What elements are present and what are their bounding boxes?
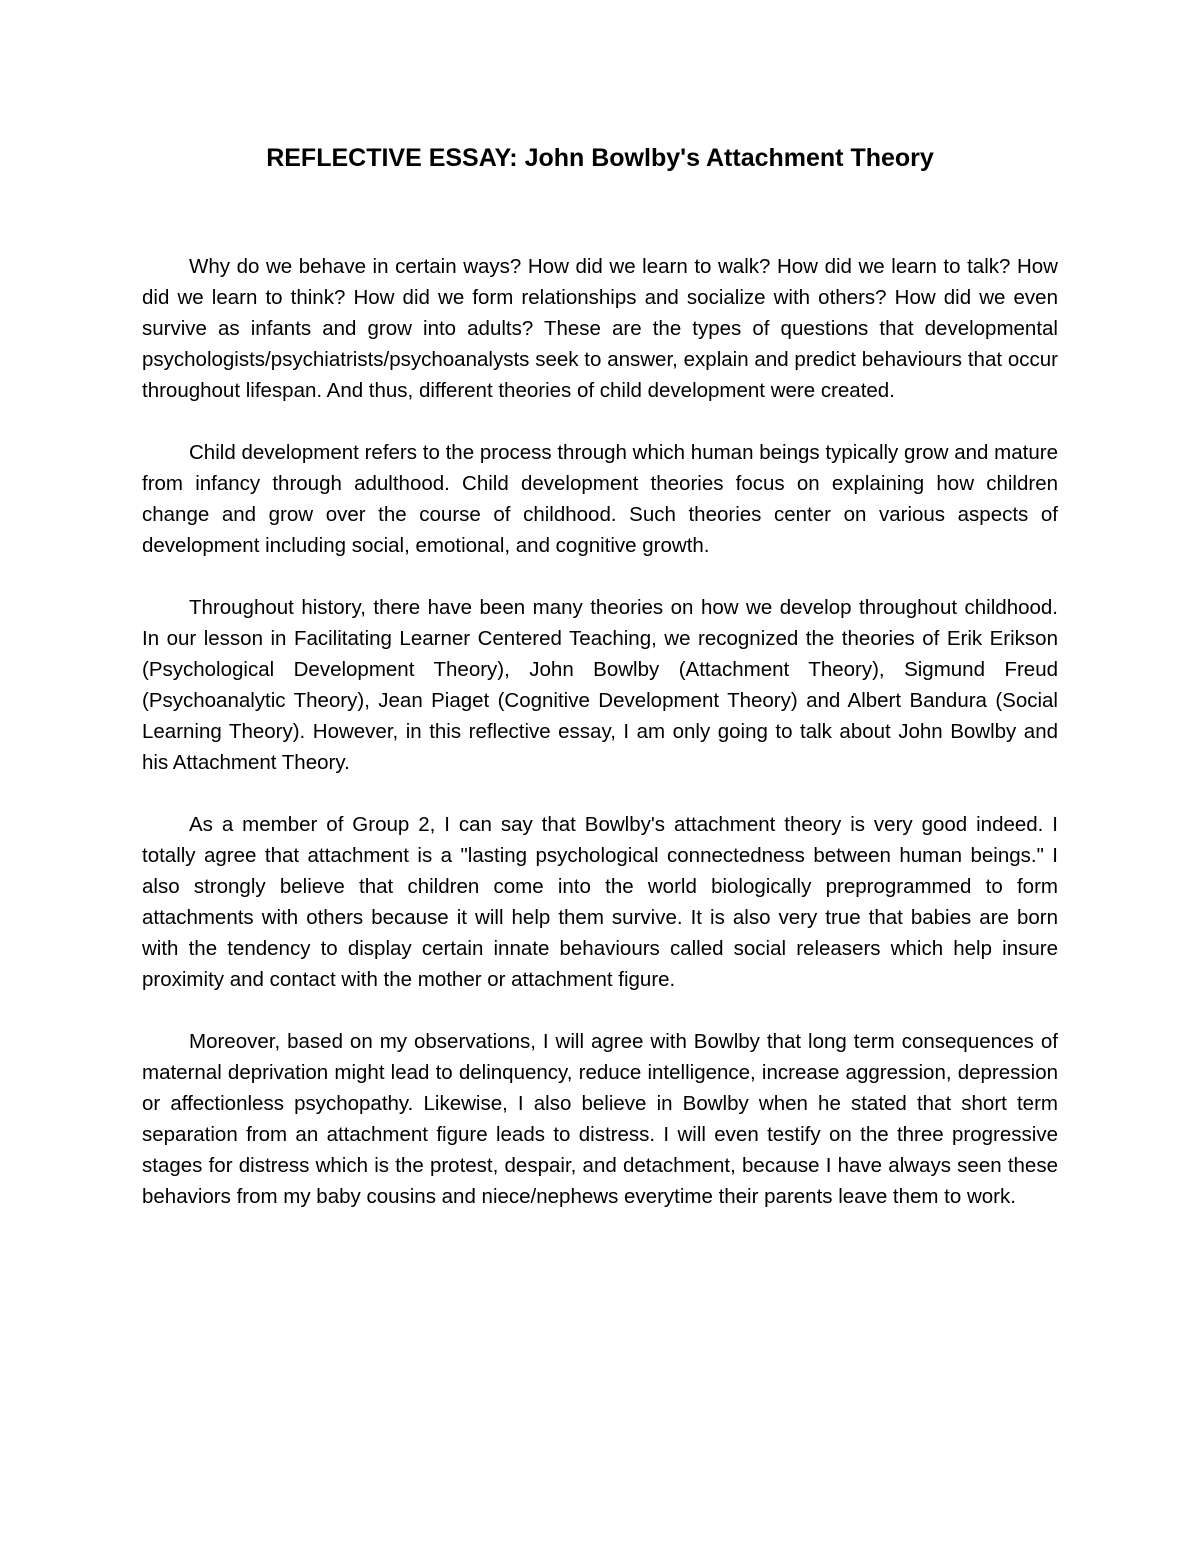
essay-title: REFLECTIVE ESSAY: John Bowlby's Attachment Theory (266, 144, 934, 172)
essay-body (142, 251, 1058, 1243)
essay-paragraph-5: Moreover, based on my observations, I will agree with Bowlby that long term consequences of maternal deprivation might lead to delinquency, reduce intelligence, increase aggression, depression or affectionless psychopathy. Likewise, I also believe in Bowlby when he stated that short term separation from an attachment figure leads to distress. I will even testify on the three progressive stages for distress which is the protest, despair, and detachment, because I have always seen these behaviors from my baby cousins and niece/nephews everytime their parents leave them to work. (142, 1030, 1058, 1208)
essay-paragraph-4: As a member of Group 2, I can say that Bowlby's attachment theory is very good indeed. I totally agree that attachment is a "lasting psychological connectedness between human beings." I also strongly believe that children come into the world biologically preprogrammed to form attachments with others because it will help them survive. It is also very true that babies are born with the tendency to display certain innate behaviours called social releasers which help insure proximity and contact with the mother or attachment figure. (142, 813, 1058, 991)
essay-paragraph-3: Throughout history, there have been many theories on how we develop throughout childhood. In our lesson in Facilitating Learner Centered Teaching, we recognized the theories of Erik Erikson (Psychological Development Theory), John Bowlby (Attachment Theory), Sigmund Freud (Psychoanalytic Theory), Jean Piaget (Cognitive Development Theory) and Albert Bandura (Social Learning Theory). However, in this reflective essay, I am only going to talk about John Bowlby and his Attachment Theory. (142, 596, 1058, 774)
essay-paragraph-2: Child development refers to the process through which human beings typically grow and mature from infancy through adulthood. Child development theories focus on explaining how children change and grow over the course of childhood. Such theories center on various aspects of development including social, emotional, and cognitive growth. (142, 441, 1058, 557)
essay-paragraph-1: Why do we behave in certain ways? How did we learn to walk? How did we learn to talk? How did we learn to think? How did we form relationships and socialize with others? How did we even survive as infants and grow into adults? These are the types of questions that developmental psychologists/psychiatrists/psychoanalysts seek to answer, explain and predict behaviours that occur throughout lifespan. And thus, different theories of child development were created. (142, 255, 1058, 402)
